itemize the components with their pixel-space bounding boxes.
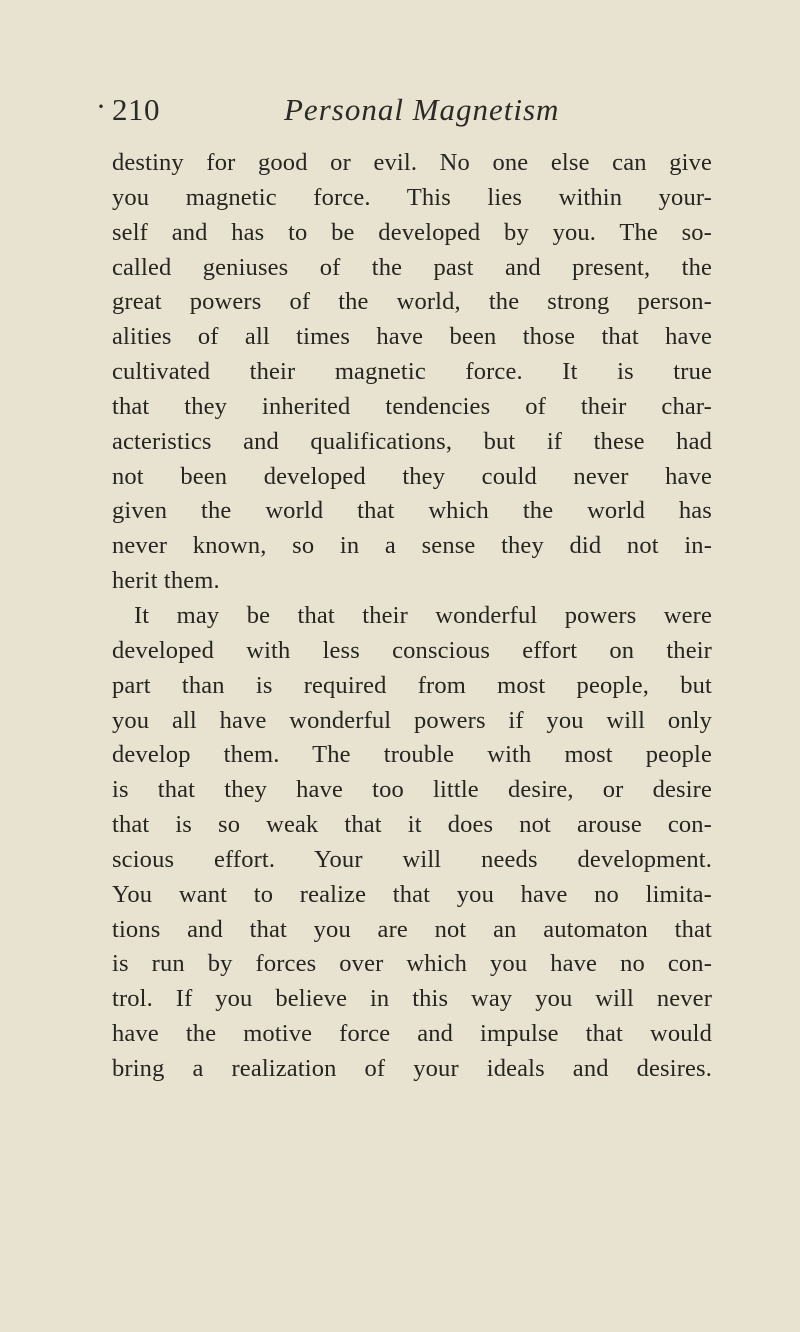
text-line: scious effort. Your will needs development. (112, 845, 712, 873)
text-line: never known, so in a sense they did not in- (112, 532, 712, 560)
page-header (112, 92, 712, 132)
text-line: develop them. The trouble with most people (112, 741, 712, 769)
text-line: part than is required from most people, but (112, 671, 712, 699)
text-line: is that they have too little desire, or desire (112, 776, 712, 804)
text-line: cultivated their magnetic force. It is true (112, 358, 712, 386)
text-line: is run by forces over which you have no con- (112, 950, 712, 978)
text-line: alities of all times have been those that have (112, 323, 712, 351)
text-line: herit them. (112, 567, 220, 595)
text-line: have the motive force and impulse that would (112, 1020, 712, 1048)
running-title: Personal Magnetism (284, 92, 560, 127)
text-line: self and has to be developed by you. The so- (112, 218, 712, 246)
page-number: · 210 (112, 92, 160, 128)
text-line: It may be that their wonderful powers were (134, 601, 712, 629)
text-line: bring a realization of your ideals and desires. (112, 1054, 712, 1082)
text-line: you magnetic force. This lies within your- (112, 183, 712, 211)
text-line: destiny for good or evil. No one else can give (112, 149, 712, 176)
text-line: tions and that you are not an automaton that (112, 915, 712, 943)
paragraph (112, 599, 712, 1087)
text-line: that they inherited tendencies of their char- (112, 392, 712, 420)
text-line: great powers of the world, the strong person- (112, 288, 712, 316)
text-line: acteristics and qualifications, but if these had (112, 427, 712, 455)
text-line: called geniuses of the past and present, the (112, 253, 712, 281)
text-line: You want to realize that you have no limita- (112, 880, 712, 908)
text-line: that is so weak that it does not arouse con- (112, 811, 712, 839)
body-text (112, 146, 712, 1087)
text-line: developed with less conscious effort on their (112, 636, 712, 664)
text-line: not been developed they could never have (112, 462, 712, 490)
text-line: given the world that which the world has (112, 497, 712, 525)
text-line: trol. If you believe in this way you will never (112, 985, 712, 1013)
text-line: you all have wonderful powers if you will only (112, 706, 712, 734)
paragraph (112, 146, 712, 599)
